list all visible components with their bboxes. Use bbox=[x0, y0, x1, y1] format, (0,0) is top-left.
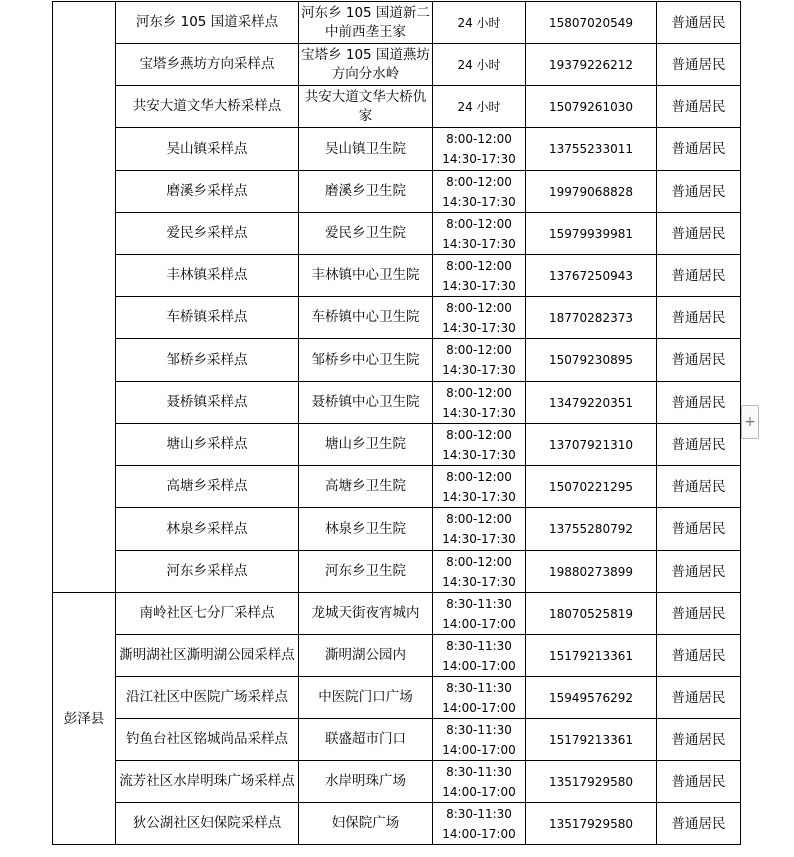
target-group-cell: 普通居民 bbox=[657, 128, 741, 171]
site-name-cell: 澌明湖社区澌明湖公园采样点 bbox=[116, 635, 299, 677]
site-name-cell: 沿江社区中医院广场采样点 bbox=[116, 677, 299, 719]
hours-line: 8:00-12:00 bbox=[446, 512, 512, 526]
hours-line: 8:00-12:00 bbox=[446, 216, 512, 231]
site-name-cell: 聂桥镇采样点 bbox=[116, 382, 299, 424]
hours-line: 14:30-17:30 bbox=[442, 194, 516, 209]
hours-cell bbox=[433, 508, 526, 551]
sampling-sites-table-container bbox=[52, 1, 741, 845]
site-name-cell: 钓鱼台社区铭城尚品采样点 bbox=[116, 719, 299, 761]
site-name-cell: 邹桥乡采样点 bbox=[116, 339, 299, 382]
hours-line: 14:30-17:30 bbox=[442, 447, 516, 462]
site-name-cell: 磨溪乡采样点 bbox=[116, 171, 299, 213]
hours-cell bbox=[433, 213, 526, 255]
site-name-cell: 共安大道文华大桥采样点 bbox=[116, 86, 299, 128]
phone-cell: 15179213361 bbox=[526, 635, 657, 677]
table-row bbox=[53, 213, 741, 255]
hours-line: 14:30-17:30 bbox=[442, 236, 516, 251]
hours-line: 24 小时 bbox=[457, 15, 501, 30]
address-cell: 邹桥乡中心卫生院 bbox=[299, 339, 433, 382]
target-group-cell: 普通居民 bbox=[657, 339, 741, 382]
phone-cell: 18070525819 bbox=[526, 593, 657, 635]
site-name-cell: 高塘乡采样点 bbox=[116, 466, 299, 508]
phone-cell: 19379226212 bbox=[526, 44, 657, 86]
table-row bbox=[53, 171, 741, 213]
site-name-cell: 吴山镇采样点 bbox=[116, 128, 299, 171]
target-group-cell: 普通居民 bbox=[657, 677, 741, 719]
hours-line: 14:30-17:30 bbox=[442, 278, 516, 293]
target-group-cell: 普通居民 bbox=[657, 382, 741, 424]
target-group-cell: 普通居民 bbox=[657, 551, 741, 593]
table-row bbox=[53, 635, 741, 677]
table-row bbox=[53, 86, 741, 128]
address-cell: 林泉乡卫生院 bbox=[299, 508, 433, 551]
target-group-cell: 普通居民 bbox=[657, 593, 741, 635]
county-cell bbox=[53, 2, 116, 593]
hours-line: 8:00-12:00 bbox=[446, 385, 512, 400]
hours-cell bbox=[433, 551, 526, 593]
hours-cell bbox=[433, 466, 526, 508]
phone-cell: 19979068828 bbox=[526, 171, 657, 213]
hours-cell bbox=[433, 635, 526, 677]
phone-cell: 15079230895 bbox=[526, 339, 657, 382]
hours-cell bbox=[433, 2, 526, 44]
hours-line: 8:00-12:00 bbox=[446, 174, 512, 189]
phone-cell: 13707921310 bbox=[526, 424, 657, 466]
target-group-cell: 普通居民 bbox=[657, 255, 741, 297]
table-row bbox=[53, 803, 741, 845]
address-cell: 水岸明珠广场 bbox=[299, 761, 433, 803]
hours-line: 8:00-12:00 bbox=[446, 427, 512, 442]
phone-cell: 13767250943 bbox=[526, 255, 657, 297]
hours-line: 14:30-17:30 bbox=[442, 320, 516, 335]
site-name-cell: 爱民乡采样点 bbox=[116, 213, 299, 255]
phone-cell: 19880273899 bbox=[526, 551, 657, 593]
phone-cell: 15070221295 bbox=[526, 466, 657, 508]
hours-cell bbox=[433, 382, 526, 424]
table-row bbox=[53, 593, 741, 635]
table-row bbox=[53, 128, 741, 171]
site-name-cell: 丰林镇采样点 bbox=[116, 255, 299, 297]
phone-cell: 15079261030 bbox=[526, 86, 657, 128]
site-name-cell: 流芳社区水岸明珠广场采样点 bbox=[116, 761, 299, 803]
table-row bbox=[53, 424, 741, 466]
target-group-cell: 普通居民 bbox=[657, 213, 741, 255]
table-row bbox=[53, 339, 741, 382]
address-cell: 河东乡 105 国道新二中前西垄王家 bbox=[299, 2, 433, 44]
hours-line: 8:30-11:30 bbox=[446, 638, 512, 653]
address-cell: 丰林镇中心卫生院 bbox=[299, 255, 433, 297]
target-group-cell: 普通居民 bbox=[657, 761, 741, 803]
hours-line: 14:00-17:00 bbox=[442, 826, 516, 841]
target-group-cell: 普通居民 bbox=[657, 466, 741, 508]
hours-line: 14:00-17:00 bbox=[442, 742, 516, 757]
hours-line: 14:30-17:30 bbox=[442, 532, 516, 546]
site-name-cell: 南岭社区七分厂采样点 bbox=[116, 593, 299, 635]
hours-line: 8:30-11:30 bbox=[446, 596, 512, 611]
hours-cell bbox=[433, 297, 526, 339]
hours-line: 8:30-11:30 bbox=[446, 722, 512, 737]
expand-plus-button[interactable]: + bbox=[741, 405, 759, 439]
target-group-cell: 普通居民 bbox=[657, 171, 741, 213]
phone-cell: 13755280792 bbox=[526, 508, 657, 551]
address-cell: 河东乡卫生院 bbox=[299, 551, 433, 593]
hours-cell bbox=[433, 339, 526, 382]
hours-line: 14:30-17:30 bbox=[442, 405, 516, 420]
site-name-cell: 河东乡采样点 bbox=[116, 551, 299, 593]
address-cell: 吴山镇卫生院 bbox=[299, 128, 433, 171]
site-name-cell: 狄公湖社区妇保院采样点 bbox=[116, 803, 299, 845]
hours-line: 24 小时 bbox=[457, 57, 501, 72]
hours-line: 14:00-17:00 bbox=[442, 616, 516, 631]
site-name-cell: 河东乡 105 国道采样点 bbox=[116, 2, 299, 44]
hours-line: 14:30-17:30 bbox=[442, 363, 516, 377]
phone-cell: 13517929580 bbox=[526, 761, 657, 803]
hours-line: 8:00-12:00 bbox=[446, 300, 512, 315]
table-row bbox=[53, 466, 741, 508]
hours-cell bbox=[433, 677, 526, 719]
target-group-cell: 普通居民 bbox=[657, 2, 741, 44]
address-cell: 车桥镇中心卫生院 bbox=[299, 297, 433, 339]
address-cell: 高塘乡卫生院 bbox=[299, 466, 433, 508]
hours-cell bbox=[433, 255, 526, 297]
table-row bbox=[53, 297, 741, 339]
sampling-sites-table bbox=[52, 1, 741, 845]
phone-cell: 13479220351 bbox=[526, 382, 657, 424]
phone-cell: 13517929580 bbox=[526, 803, 657, 845]
phone-cell: 15949576292 bbox=[526, 677, 657, 719]
target-group-cell: 普通居民 bbox=[657, 424, 741, 466]
table-row bbox=[53, 508, 741, 551]
target-group-cell: 普通居民 bbox=[657, 635, 741, 677]
target-group-cell: 普通居民 bbox=[657, 719, 741, 761]
site-name-cell: 林泉乡采样点 bbox=[116, 508, 299, 551]
address-cell: 共安大道文华大桥仇家 bbox=[299, 86, 433, 128]
table-row bbox=[53, 551, 741, 593]
hours-line: 8:00-12:00 bbox=[446, 132, 512, 146]
address-cell: 妇保院广场 bbox=[299, 803, 433, 845]
site-name-cell: 车桥镇采样点 bbox=[116, 297, 299, 339]
hours-line: 8:00-12:00 bbox=[446, 469, 512, 484]
hours-line: 14:00-17:00 bbox=[442, 700, 516, 715]
table-row bbox=[53, 382, 741, 424]
hours-line: 14:30-17:30 bbox=[442, 152, 516, 166]
phone-cell: 15979939981 bbox=[526, 213, 657, 255]
table-row bbox=[53, 719, 741, 761]
hours-cell bbox=[433, 171, 526, 213]
hours-line: 8:00-12:00 bbox=[446, 258, 512, 273]
address-cell: 塘山乡卫生院 bbox=[299, 424, 433, 466]
site-name-cell: 宝塔乡燕坊方向采样点 bbox=[116, 44, 299, 86]
hours-line: 8:30-11:30 bbox=[446, 806, 512, 821]
address-cell: 聂桥镇中心卫生院 bbox=[299, 382, 433, 424]
target-group-cell: 普通居民 bbox=[657, 44, 741, 86]
hours-line: 14:00-17:00 bbox=[442, 784, 516, 799]
table-body bbox=[53, 2, 741, 845]
hours-cell bbox=[433, 761, 526, 803]
hours-line: 8:00-12:00 bbox=[446, 554, 512, 569]
hours-cell bbox=[433, 128, 526, 171]
hours-line: 14:00-17:00 bbox=[442, 658, 516, 673]
phone-cell: 15179213361 bbox=[526, 719, 657, 761]
hours-cell bbox=[433, 424, 526, 466]
target-group-cell: 普通居民 bbox=[657, 297, 741, 339]
phone-cell: 13755233011 bbox=[526, 128, 657, 171]
target-group-cell: 普通居民 bbox=[657, 803, 741, 845]
address-cell: 爱民乡卫生院 bbox=[299, 213, 433, 255]
address-cell: 联盛超市门口 bbox=[299, 719, 433, 761]
table-row bbox=[53, 761, 741, 803]
hours-line: 24 小时 bbox=[457, 99, 501, 114]
hours-line: 8:30-11:30 bbox=[446, 680, 512, 695]
table-row bbox=[53, 2, 741, 44]
address-cell: 澌明湖公园内 bbox=[299, 635, 433, 677]
phone-cell: 15807020549 bbox=[526, 2, 657, 44]
address-cell: 中医院门口广场 bbox=[299, 677, 433, 719]
target-group-cell: 普通居民 bbox=[657, 86, 741, 128]
hours-line: 14:30-17:30 bbox=[442, 489, 516, 504]
address-cell: 磨溪乡卫生院 bbox=[299, 171, 433, 213]
phone-cell: 18770282373 bbox=[526, 297, 657, 339]
hours-cell bbox=[433, 593, 526, 635]
table-row bbox=[53, 44, 741, 86]
hours-line: 8:30-11:30 bbox=[446, 764, 512, 779]
target-group-cell: 普通居民 bbox=[657, 508, 741, 551]
county-cell: 彭泽县 bbox=[53, 593, 116, 845]
hours-line: 14:30-17:30 bbox=[442, 574, 516, 589]
table-row bbox=[53, 677, 741, 719]
address-cell: 宝塔乡 105 国道燕坊方向分水岭 bbox=[299, 44, 433, 86]
hours-cell bbox=[433, 86, 526, 128]
site-name-cell: 塘山乡采样点 bbox=[116, 424, 299, 466]
hours-cell bbox=[433, 803, 526, 845]
table-row bbox=[53, 255, 741, 297]
hours-line: 8:00-12:00 bbox=[446, 343, 512, 357]
hours-cell bbox=[433, 719, 526, 761]
address-cell: 龙城天街夜宵城内 bbox=[299, 593, 433, 635]
hours-cell bbox=[433, 44, 526, 86]
